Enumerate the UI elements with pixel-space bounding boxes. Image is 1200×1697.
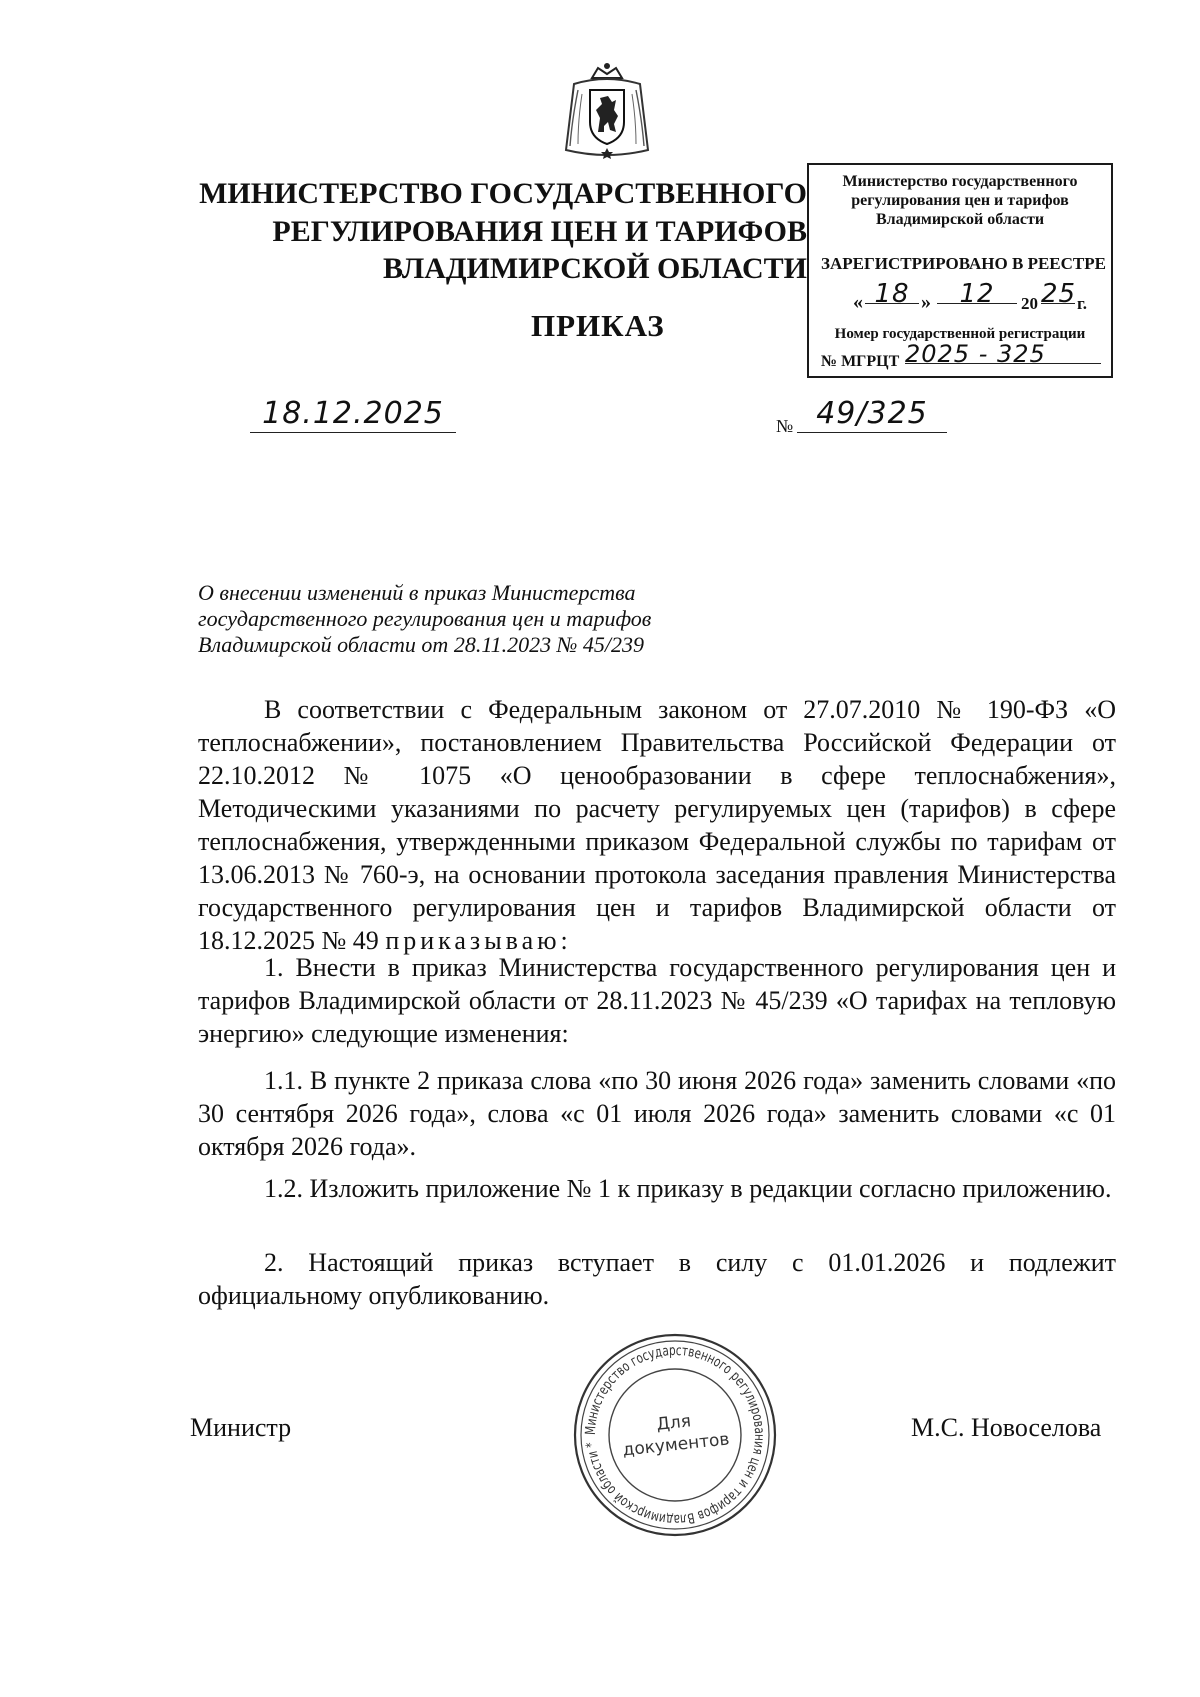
document-type-title: ПРИКАЗ [531, 308, 665, 343]
item-2-paragraph: 2. Настоящий приказ вступает в силу с 01.01.2026 и подлежит официальному опубликованию. [198, 1248, 1116, 1310]
stamp-year-unit: г. [1077, 294, 1088, 313]
seal-center-line-1: Для [655, 1411, 692, 1435]
stamp-year-suffix: 25 [1041, 279, 1077, 309]
stamp-org-line-3: Владимирской области [875, 211, 1045, 228]
coat-of-arms-icon [556, 60, 658, 162]
order-number: 49/325 [797, 396, 947, 433]
stamp-regno-label: Номер государственной регистрации [834, 326, 1086, 342]
stamp-org-line-1: Министерство государственного [842, 173, 1078, 190]
seal-center-line-2: документов [621, 1429, 731, 1461]
stamp-regno-prefix: № МГРЦТ [821, 353, 900, 370]
stamp-date-month: 12 [937, 285, 1017, 304]
coat-of-arms-emblem [556, 60, 658, 162]
registration-stamp [807, 163, 1113, 378]
subject-line-2: государственного регулирования цен и тарифов [198, 606, 652, 631]
stamp-registered-label: ЗАРЕГИСТРИРОВАНО В РЕЕСТРЕ [821, 254, 1106, 273]
preamble-paragraph [198, 693, 1116, 957]
ministry-name-line-1: МИНИСТЕРСТВО ГОСУДАРСТВЕННОГО [199, 177, 807, 210]
ministry-name-line-2: РЕГУЛИРОВАНИЯ ЦЕН И ТАРИФОВ [272, 215, 807, 248]
signer-name: М.С. Новоселова [911, 1413, 1102, 1442]
stamp-regno-value: 2025 - 325 [905, 345, 1101, 364]
stamp-year-prefix: 20 [1021, 294, 1038, 313]
ministry-name-line-3: ВЛАДИМИРСКОЙ ОБЛАСТИ [383, 252, 807, 285]
signer-title: Министр [190, 1413, 292, 1442]
preamble-text: В соответствии с Федеральным законом от 27.07.2010 № 190-ФЗ «О теплоснабжении», постановлением Правительства Российской Федерации от 22.10.2012 № 1075 «О ценообразовании в сфере теплоснабжения», Методическими указаниями по расчету регулируемых цен (тарифов) в сфере теплоснабжения, утвержденными приказом Федеральной службы по тарифам от 13.06.2013 № 760-э, на основании протокола заседания правления Министерства государственного регулирования цен и тарифов Владимирской области от 18.12.2025 № 49 [198, 695, 1116, 955]
stamp-regno-row [809, 340, 1111, 375]
stamp-date-row [809, 279, 1111, 319]
stamp-date-open-quote: « [853, 291, 863, 313]
seal-ring-text: Министерство государственного регулирования цен и тарифов Владимирской области * [582, 1342, 768, 1528]
stamp-date-day: 18 [865, 285, 919, 304]
item-1-2-paragraph: 1.2. Изложить приложение № 1 к приказу в редакции согласно приложению. [264, 1174, 1112, 1203]
item-1-paragraph: 1. Внести в приказ Министерства государственного регулирования цен и тарифов Владимирской области от 28.11.2023 № 45/239 «О тарифах на тепловую энергию» следующие изменения: [198, 953, 1116, 1048]
stamp-date-close-quote: » [921, 291, 931, 313]
round-seal [570, 1330, 780, 1540]
order-date: 18.12.2025 [250, 396, 456, 433]
item-1-1-paragraph: 1.1. В пункте 2 приказа слова «по 30 июня 2026 года» заменить словами «по 30 сентября 2026 года», слова «с 01 июля 2026 года» заменить словами «с 01 октября 2026 года». [198, 1066, 1116, 1161]
stamp-org-line-2: регулирования цен и тарифов [851, 192, 1069, 209]
seal-graphic [570, 1330, 780, 1540]
order-subject [198, 580, 718, 658]
subject-line-1: О внесении изменений в приказ Министерства [198, 580, 636, 605]
order-number-sign: № [776, 416, 794, 436]
preamble-verb: приказываю: [385, 926, 572, 955]
subject-line-3: Владимирской области от 28.11.2023 № 45/239 [198, 632, 645, 657]
